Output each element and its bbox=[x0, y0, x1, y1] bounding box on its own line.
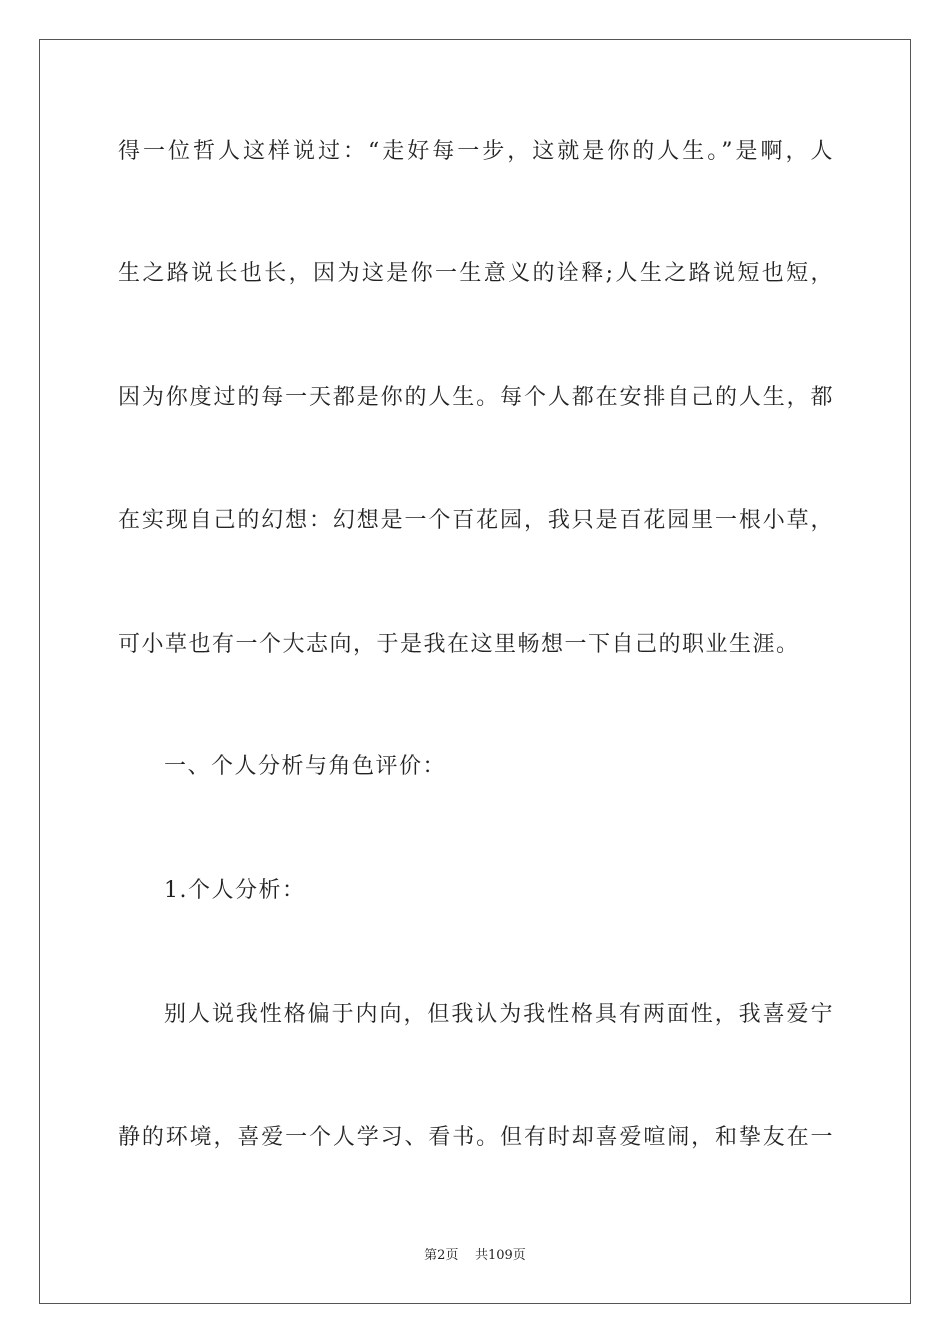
page-footer bbox=[0, 1247, 950, 1265]
paragraph-line: 在实现自己的幻想：幻想是一个百花园，我只是百花园里一根小草， bbox=[118, 508, 834, 533]
paragraph-line: 得一位哲人这样说过：“走好每一步，这就是你的人生。”是啊，人 bbox=[118, 139, 834, 164]
subsection-heading: 1.个人分析： bbox=[164, 878, 306, 903]
section-heading: 一、个人分析与角色评价： bbox=[164, 754, 447, 779]
page-total: 共109页 bbox=[474, 1248, 526, 1263]
page-number: 第2页 bbox=[424, 1248, 459, 1263]
page-frame bbox=[39, 39, 911, 1304]
paragraph-line: 生之路说长也长，因为这是你一生意义的诠释;人生之路说短也短， bbox=[118, 261, 834, 286]
paragraph-line: 别人说我性格偏于内向，但我认为我性格具有两面性，我喜爱宁 bbox=[164, 1002, 834, 1027]
paragraph-line: 因为你度过的每一天都是你的人生。每个人都在安排自己的人生，都 bbox=[118, 385, 834, 410]
paragraph-line: 静的环境，喜爱一个人学习、看书。但有时却喜爱喧闹，和挚友在一 bbox=[118, 1125, 834, 1150]
paragraph-line: 可小草也有一个大志向，于是我在这里畅想一下自己的职业生涯。 bbox=[118, 632, 800, 657]
